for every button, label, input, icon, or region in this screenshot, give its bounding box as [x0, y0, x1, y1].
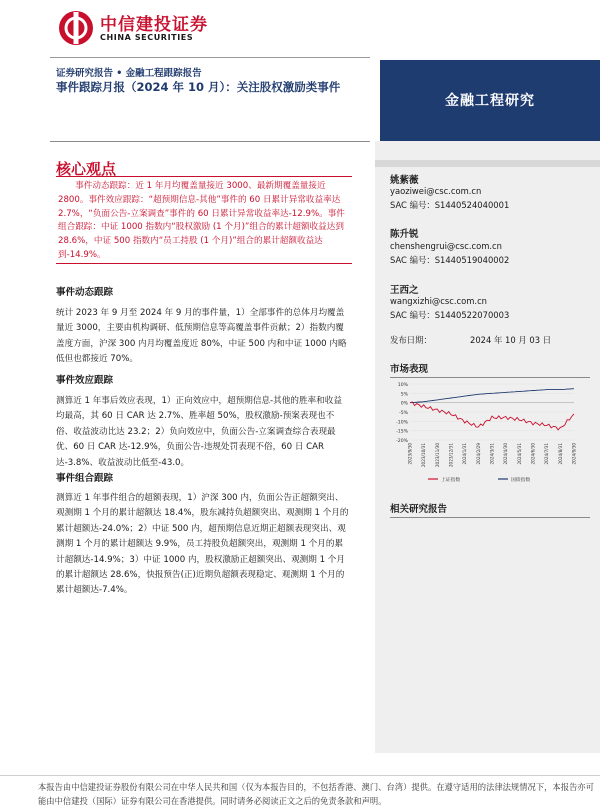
section-heading-event-dynamics: 事件动态跟踪	[56, 287, 114, 298]
legend-label: 国债指数	[511, 478, 531, 483]
sidebar-strip	[375, 160, 600, 167]
author-sac: SAC 编号：S1440519040002	[390, 255, 510, 265]
x-tick-label: 2024/4/30	[503, 443, 509, 465]
legend-label: 上证指数	[441, 478, 461, 483]
author-email[interactable]: chenshengrui@csc.com.cn	[390, 241, 502, 251]
series-line	[410, 402, 574, 430]
author-sac: SAC 编号：S1440524040001	[390, 200, 510, 210]
y-tick-label: -20%	[396, 439, 408, 444]
header-divider	[50, 57, 370, 58]
series-line	[410, 389, 574, 403]
section-body-event-dynamics: 统计 2023 年 9 月至 2024 年 9 月的事件量，1）全部事件的总体月均覆盖量近 3000，主要由机构调研、低预期信息等高覆盖事件贡献；2）指数内覆盖度方面，沪深 300 内月均覆盖度近 80%，中证 500 内和中证 1000 内略低但也都接近 70%。	[56, 308, 347, 365]
y-tick-label: 10%	[397, 383, 408, 388]
x-tick-label: 2023/9/30	[407, 443, 413, 465]
author-name: 王西之	[390, 285, 419, 296]
y-tick-label: 5%	[400, 392, 408, 398]
section-body-event-portfolio: 测算近 1 年事件组合的超额表现，1）沪深 300 内，负面公告正超额突出、观测期 1 个月的累计超额达 18.4%，股东减持负超额突出、观测期 1 个月的累计超额达-24.0%；2）中证 500 内，超预期信息近期正超额表现突出、观测期 1 个月的累计超额达 9.9%，员工持股负超额突出，观测期 1 个月的累计超额达-14.9%；3）中证 1000 内，股权激励正超额突出、观测期 1 个月的累计超额达 28.6%，快报预告(正)近期负超额表现稳定、观测期 1 个月的累计超额达-7.4%。	[56, 493, 349, 596]
release-date-label: 发布日期：	[390, 335, 432, 345]
x-tick-label: 2024/6/30	[530, 443, 536, 465]
x-tick-label: 2023/11/30	[434, 443, 440, 468]
title-divider	[50, 141, 370, 142]
x-tick-label: 2024/2/29	[475, 443, 481, 465]
section-heading-event-portfolio: 事件组合跟踪	[56, 473, 114, 484]
y-tick-label: -15%	[396, 429, 408, 435]
x-tick-label: 2023/10/31	[421, 443, 427, 468]
market-performance-heading: 市场表现	[390, 364, 429, 375]
logo-chinese-text: 中信建投证券	[100, 15, 208, 35]
x-tick-label: 2024/5/31	[516, 443, 522, 465]
logo-english-text: CHINA SECURITIES	[100, 33, 194, 42]
footer-divider	[0, 775, 600, 776]
author-email[interactable]: yaoziwei@csc.com.cn	[390, 186, 482, 196]
x-tick-label: 2024/3/31	[489, 443, 495, 465]
section-body-event-effect: 测算近 1 年事后效应表现，1）正向效应中，超预期信息-其他的胜率和收益均最高，其 60 日 CAR 达 2.7%、胜率超 50%，股权激励-预案表现也不俗、收益波动比达 23.2；2）负向效应中，负面公告-立案调查综合表现最优、60 日 CAR 达-12.9%，负面公告-违规处罚表现不俗，60 日 CAR 达-3.8%、收益波动比低至-43.0。	[56, 396, 342, 468]
release-date: 2024 年 10 月 03 日	[470, 335, 552, 345]
footer-disclaimer: 本报告由中信建投证券股份有限公司在中华人民共和国（仅为本报告目的，不包括香港、澳门、台湾）提供。在遵守适用的法律法规情况下，本报告亦可能由中信建投（国际）证券有限公司在香港提供。同时请务必阅读正文之后的免责条款和声明。	[38, 782, 594, 806]
x-tick-label: 2024/1/31	[462, 443, 468, 465]
x-tick-label: 2024/7/31	[544, 443, 550, 465]
market-performance-chart	[388, 378, 578, 486]
y-tick-label: -5%	[399, 411, 408, 416]
report-title: 事件跟踪月报（2024 年 10 月）：关注股权激励类事件	[56, 80, 341, 94]
author-email[interactable]: wangxizhi@csc.com.cn	[390, 296, 487, 306]
author-name: 姚紫薇	[390, 175, 419, 186]
x-tick-label: 2023/12/31	[448, 443, 454, 468]
x-tick-label: 2024/9/30	[571, 443, 577, 465]
core-view-text: 事件动态跟踪：近 1 年月均覆盖量接近 3000、最新期覆盖量接近 2800。事件效应跟踪：“超预期信息-其他”事件的 60 日累计异常收益率达 2.7%，“负面公告-立案调查”事件的 60 日累计异常收益率达-12.9%。事件组合跟踪：中证 1000 指数内“股权激励 (1 个月)”组合的累计超额收益达到 28.6%，中证 500 指数内“员工持股 (1 个月)”组合的累计超额收益达到-14.9%。	[58, 181, 345, 260]
author-name: 陈升锐	[390, 229, 419, 240]
core-view-heading: 核心观点	[56, 160, 117, 178]
author-sac: SAC 编号：S1440522070003	[390, 310, 510, 320]
x-tick-label: 2024/8/31	[557, 443, 563, 465]
breadcrumb: 证券研究报告 • 金融工程跟踪报告	[56, 68, 202, 79]
related-reports-heading: 相关研究报告	[390, 504, 448, 515]
category-banner-label: 金融工程研究	[445, 93, 535, 109]
y-tick-label: 0%	[400, 401, 408, 407]
y-tick-label: -10%	[396, 420, 408, 426]
related-reports-divider	[390, 517, 590, 518]
section-heading-event-effect: 事件效应跟踪	[56, 375, 114, 386]
